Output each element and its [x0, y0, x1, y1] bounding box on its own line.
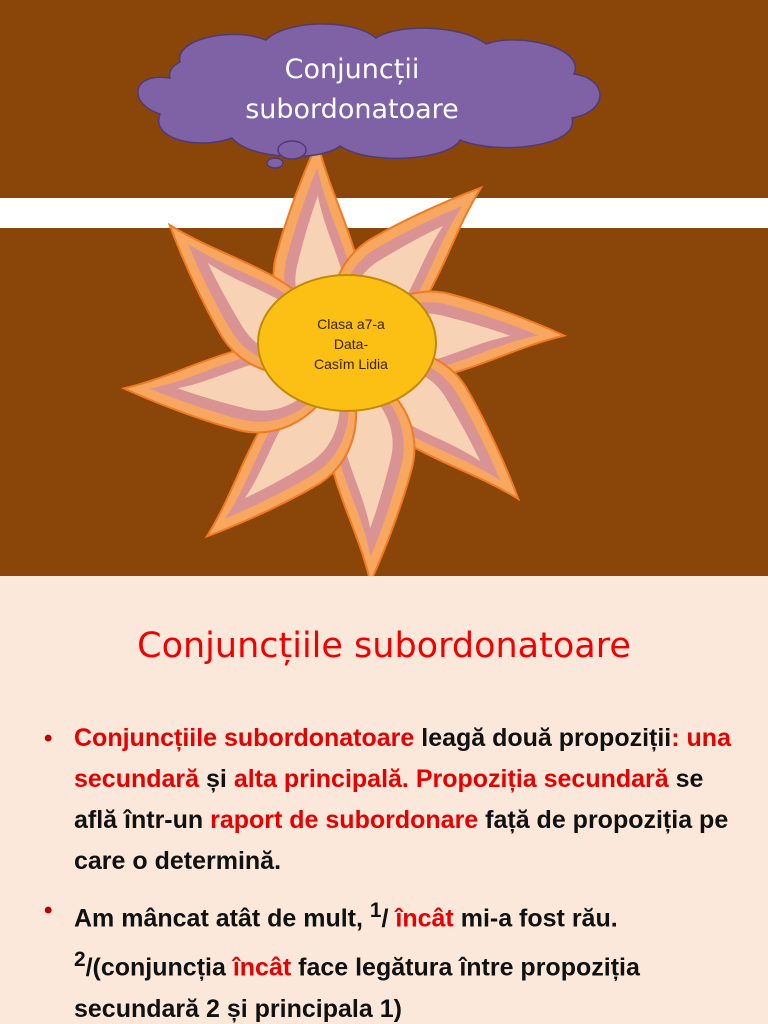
- cloud-title-line2: subordonatoare: [245, 94, 459, 125]
- bullet-item-example: [44, 890, 734, 1024]
- bullet1-text-1: Conjuncțiile subordonatoare: [74, 724, 415, 752]
- class-label: Clasa a7-a: [317, 316, 385, 332]
- bullet1-text-3: : una secundară: [74, 724, 731, 793]
- bullet2-sup-2: 2: [74, 948, 86, 972]
- cloud-title-line1: Conjuncții: [284, 54, 420, 85]
- bullet1-text-8: se află într-un: [74, 765, 704, 834]
- bullet1-text-2: leagă două propoziții: [414, 724, 672, 752]
- cloud-title: [200, 50, 504, 130]
- slide-title: Conjuncțiile subordonatoare: [137, 626, 631, 666]
- bullet1-text-9: raport de subordonare: [210, 806, 479, 834]
- bullet1-text-6: [409, 765, 416, 793]
- bullet2-text-2: /: [381, 904, 396, 933]
- bullet1-text-7: Propoziția secundară: [415, 765, 669, 793]
- bullet-list: [44, 718, 734, 1024]
- bullet2-text-1: Am mâncat atât de mult,: [74, 904, 370, 933]
- bullet2-sup-1: 1: [369, 899, 382, 922]
- date-label: Data-: [333, 336, 369, 352]
- author-label: Casîm Lidia: [314, 356, 388, 372]
- bullet2-text-3: încât: [395, 904, 454, 933]
- content-slide: [0, 576, 768, 1024]
- bullet1-text-10: față de propoziția pe care o determină.: [74, 806, 729, 875]
- bullet2-text-5: /(conjuncția: [85, 953, 233, 982]
- bullet2-text-7: face legătura între propoziția secundară 2 și principala 1): [74, 953, 640, 1023]
- bullet1-text-5: alta principală.: [233, 765, 409, 793]
- bullet1-text-4: și: [199, 765, 234, 793]
- center-info: [266, 314, 436, 374]
- bullet-item-definition: [44, 718, 734, 882]
- bullet2-text-4: mi-a fost rău.: [453, 904, 618, 933]
- bullet2-text-6: încât: [232, 953, 292, 982]
